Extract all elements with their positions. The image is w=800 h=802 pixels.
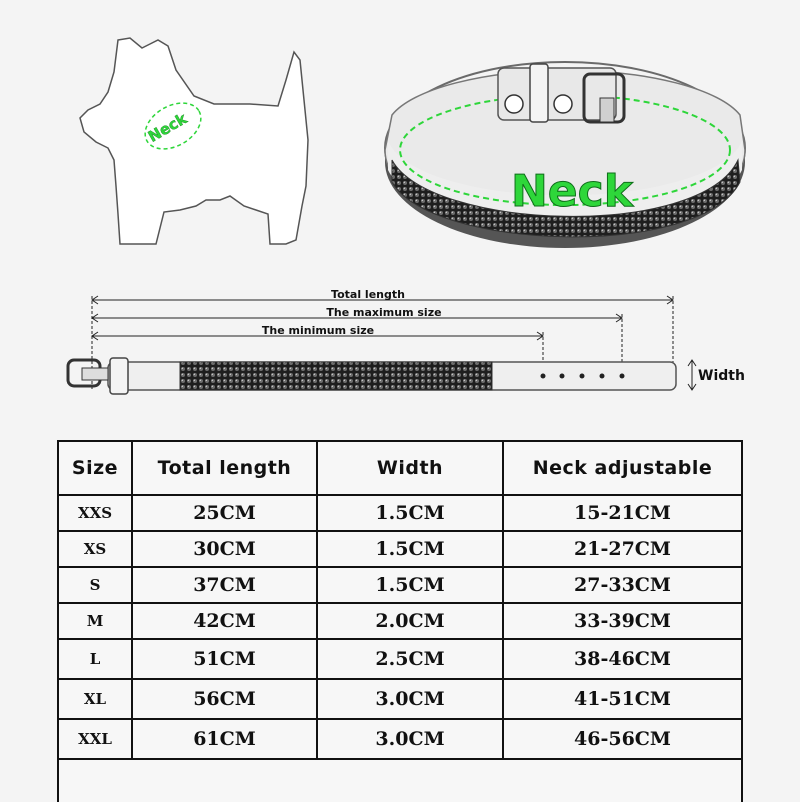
total-length-cell: 61CM [132, 719, 317, 759]
header-size: Size [58, 441, 132, 495]
neck-cell: 38-46CM [503, 639, 742, 679]
maximum-size-label: The maximum size [326, 306, 442, 319]
width-cell: 2.0CM [317, 603, 503, 639]
header-neck-adjustable: Neck adjustable [503, 441, 742, 495]
table-row [58, 495, 742, 531]
header-total-length: Total length [132, 441, 317, 495]
size-cell: L [58, 639, 132, 679]
table-row [58, 567, 742, 603]
table-empty-row [58, 759, 742, 802]
width-cell: 1.5CM [317, 495, 503, 531]
flat-collar-strap [68, 358, 676, 394]
neck-cell: 15-21CM [503, 495, 742, 531]
total-length-cell: 25CM [132, 495, 317, 531]
neck-cell: 41-51CM [503, 679, 742, 719]
width-cell: 3.0CM [317, 719, 503, 759]
table-row [58, 531, 742, 567]
width-cell: 1.5CM [317, 531, 503, 567]
dog-silhouette-icon [80, 38, 308, 244]
total-length-cell: 37CM [132, 567, 317, 603]
size-cell: S [58, 567, 132, 603]
total-length-cell: 51CM [132, 639, 317, 679]
neck-cell: 27-33CM [503, 567, 742, 603]
table-row [58, 603, 742, 639]
dog-neck-label: Neck [144, 109, 191, 146]
empty-cell [58, 759, 742, 802]
size-cell: XXL [58, 719, 132, 759]
width-cell: 2.5CM [317, 639, 503, 679]
size-chart-table [57, 440, 743, 802]
total-length-label: Total length [331, 288, 405, 301]
neck-cell: 33-39CM [503, 603, 742, 639]
table-header-row [58, 441, 742, 495]
width-label: Width [698, 368, 745, 384]
table-row [58, 679, 742, 719]
width-cell: 1.5CM [317, 567, 503, 603]
table-row [58, 719, 742, 759]
total-length-cell: 42CM [132, 603, 317, 639]
table-row [58, 639, 742, 679]
size-cell: XXS [58, 495, 132, 531]
collar-neck-label: Neck [510, 166, 634, 217]
collar-photo [385, 62, 745, 248]
total-length-cell: 30CM [132, 531, 317, 567]
neck-cell: 21-27CM [503, 531, 742, 567]
width-cell: 3.0CM [317, 679, 503, 719]
neck-cell: 46-56CM [503, 719, 742, 759]
size-cell: XL [58, 679, 132, 719]
size-cell: XS [58, 531, 132, 567]
size-cell: M [58, 603, 132, 639]
minimum-size-label: The minimum size [261, 324, 375, 337]
header-width: Width [317, 441, 503, 495]
total-length-cell: 56CM [132, 679, 317, 719]
